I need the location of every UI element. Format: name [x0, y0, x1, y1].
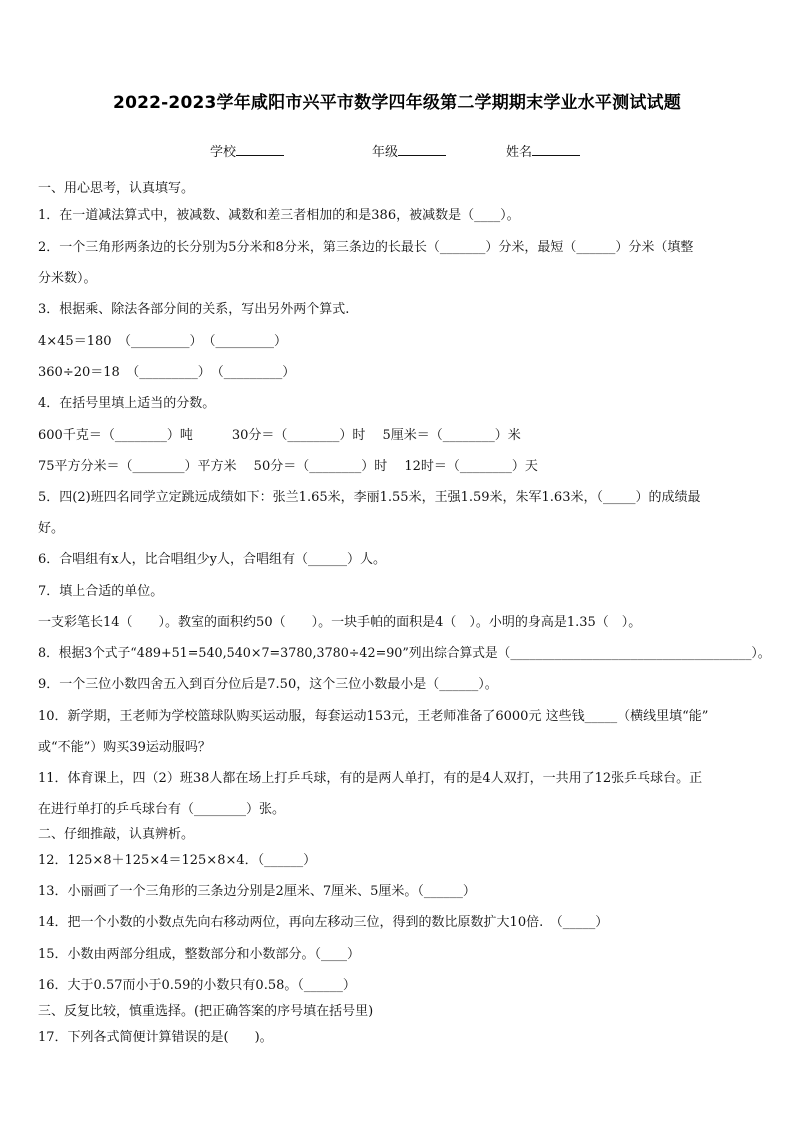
question-17: 17．下列各式简便计算错误的是( )。	[38, 1030, 273, 1045]
question-16: 16．大于0.57而小于0.59的小数只有0.58。（______）	[38, 978, 356, 993]
question-11-continued: 在进行单打的乒乓球台有（________）张。	[38, 802, 286, 817]
question-4-row-b: 75平方分米＝（________）平方米 50分＝（________）时 12时＝（________）天	[38, 459, 538, 474]
section-2-heading: 二、仔细推敲，认真辨析。	[38, 827, 195, 842]
section-1-heading: 一、用心思考，认真填写。	[38, 181, 195, 196]
section-3-heading: 三、反复比较，慎重选择。(把正确答案的序号填在括号里)	[38, 1004, 374, 1019]
question-10: 10．新学期，王老师为学校篮球队购买运动服，每套运动153元，王老师准备了6000元 这些钱_____（横线里填“能”	[38, 709, 709, 724]
question-1: 1．在一道减法算式中，被减数、减数和差三者相加的和是386，被减数是（____）。	[38, 208, 520, 223]
question-5: 5．四(2)班四名同学立定跳远成绩如下：张兰1.65米，李丽1.55米，王强1.59米，朱军1.63米，（_____）的成绩最	[38, 490, 701, 505]
question-12: 12．125×8＋125×4＝125×8×4．（______）	[38, 853, 317, 868]
question-2-continued: 分米数）。	[38, 271, 97, 286]
name-label: 姓名	[506, 145, 533, 160]
question-13: 13．小丽画了一个三角形的三条边分别是2厘米、7厘米、5厘米。（______）	[38, 884, 476, 899]
question-7-items: 一支彩笔长14（ ）。教室的面积约50（ ）。一块手帕的面积是4（ ）。小明的身高是1.35（ ）。	[38, 615, 642, 630]
grade-field	[372, 141, 446, 160]
school-field	[210, 141, 284, 160]
grade-label: 年级	[372, 145, 399, 160]
question-4-row-a: 600千克＝（________）吨 30分＝（________）时 5厘米＝（________）米	[38, 428, 521, 443]
name-field	[506, 141, 580, 160]
question-6: 6．合唱组有x人，比合唱组少y人，合唱组有（______）人。	[38, 552, 386, 567]
page-title: 2022-2023学年咸阳市兴平市数学四年级第二学期期末学业水平测试试题	[113, 93, 681, 113]
grade-blank	[398, 144, 446, 156]
question-15: 15．小数由两部分组成，整数部分和小数部分。（____）	[38, 947, 361, 962]
question-7: 7．填上合适的单位。	[38, 584, 164, 599]
school-label: 学校	[210, 145, 237, 160]
question-9: 9．一个三位小数四舍五入到百分位后是7.50，这个三位小数最小是（______）。	[38, 677, 498, 692]
question-11: 11．体育课上，四（2）班38人都在场上打乒乓球，有的是两人单打，有的是4人双打，一共用了12张乒乓球台。正	[38, 771, 703, 786]
name-blank	[532, 144, 580, 156]
question-14: 14．把一个小数的小数点先向右移动两位，再向左移动三位，得到的数比原数扩大10倍. （_____）	[38, 915, 609, 930]
question-2: 2．一个三角形两条边的长分别为5分米和8分米，第三条边的长最长（_______）分米，最短（______）分米（填整	[38, 240, 694, 255]
question-5-continued: 好。	[38, 521, 65, 536]
question-8: 8．根据3个式子“489+51=540,540×7=3780,3780÷42=90”列出综合算式是（______________________________________）。	[38, 646, 771, 661]
question-3-item-b: 360÷20＝18 （_________） （_________）	[38, 365, 296, 380]
question-4: 4．在括号里填上适当的分数。	[38, 396, 216, 411]
question-3: 3．根据乘、除法各部分间的关系，写出另外两个算式.	[38, 302, 350, 317]
question-10-continued: 或“不能”）购买39运动服吗？	[38, 740, 211, 755]
school-blank	[236, 144, 284, 156]
question-3-item-a: 4×45＝180 （_________） （_________）	[38, 334, 288, 349]
